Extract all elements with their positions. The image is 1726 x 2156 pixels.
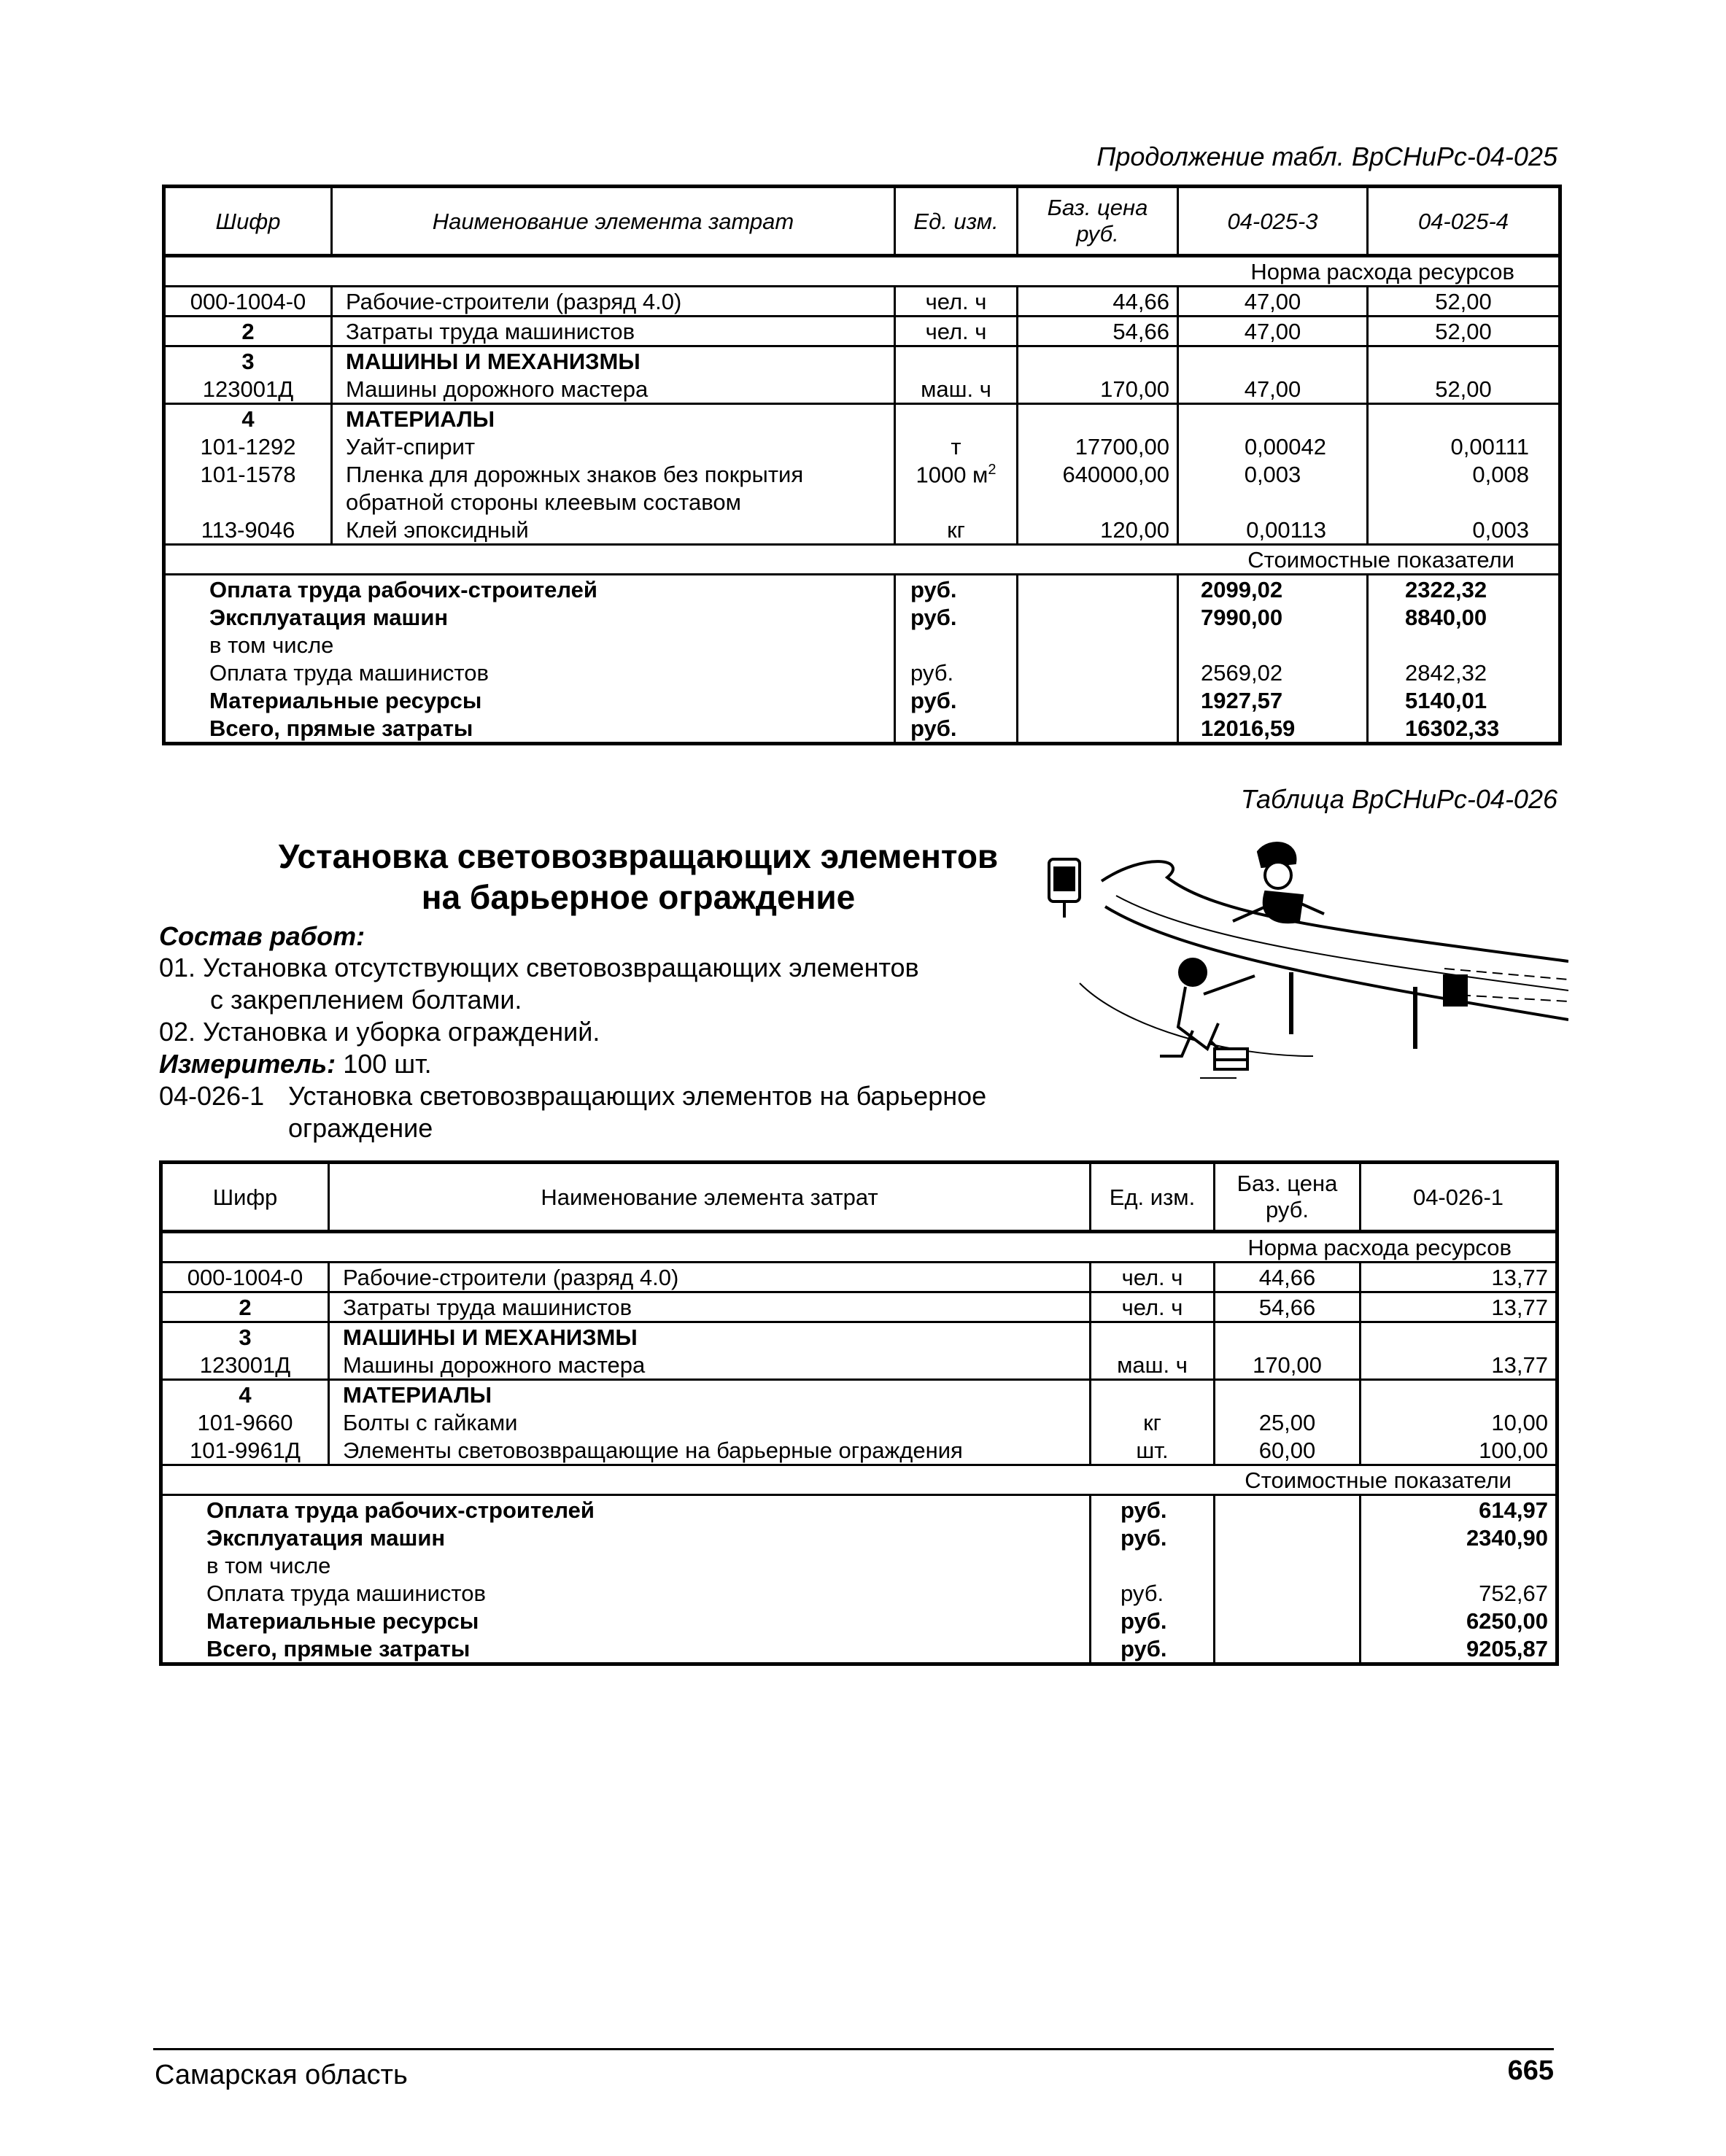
- cost-base: [1018, 686, 1178, 714]
- row-unit: кг: [895, 516, 1018, 545]
- col-header-norm-1: 04-026-1: [1361, 1163, 1557, 1232]
- footer-rule: [153, 2048, 1554, 2050]
- row-code: 113-9046: [164, 516, 332, 545]
- row-norm-1: 10,00: [1361, 1408, 1557, 1436]
- section-title-line-1: Установка световозвращающих элементов: [278, 837, 999, 875]
- cost-unit: руб.: [895, 603, 1018, 631]
- row-base-price: 54,66: [1018, 317, 1178, 346]
- cost-base: [1215, 1551, 1361, 1579]
- row-unit: [895, 488, 1018, 516]
- cost-base: [1018, 575, 1178, 604]
- row-base-price: 17700,00: [1018, 433, 1178, 460]
- row-unit: чел. ч: [895, 317, 1018, 346]
- row-unit: маш. ч: [895, 375, 1018, 404]
- cost-unit: руб.: [1091, 1607, 1215, 1635]
- table-caption: Таблица ВрСНиРс-04-026: [1240, 784, 1557, 814]
- cost-section-row: [164, 545, 1560, 575]
- row-norm-1: 100,00: [1361, 1436, 1557, 1465]
- row-norm-1: [1361, 1380, 1557, 1409]
- cost-label: в том числе: [206, 1552, 331, 1578]
- table-row: [161, 1436, 1557, 1465]
- item-text-line-1: Установка световозвращающих элементов на барьерное: [288, 1081, 987, 1111]
- row-norm-1: 13,77: [1361, 1263, 1557, 1292]
- cost-unit: руб.: [1091, 1524, 1215, 1551]
- col-header-name: Наименование элемента затрат: [332, 187, 895, 256]
- cost-row: [161, 1635, 1557, 1664]
- row-base-price: [1018, 488, 1178, 516]
- row-unit: кг: [1091, 1408, 1215, 1436]
- row-unit: чел. ч: [1091, 1292, 1215, 1322]
- table-row: [161, 1408, 1557, 1436]
- cost-value-1: 7990,00: [1178, 603, 1368, 631]
- table-row: [164, 460, 1560, 488]
- cost-value-1: 2569,02: [1178, 659, 1368, 686]
- meter-line: [159, 1048, 432, 1080]
- row-code: 4: [241, 406, 255, 432]
- row-base-price: [1018, 404, 1178, 433]
- row-code: [164, 488, 332, 516]
- cost-label: Оплата труда рабочих-строителей: [206, 1497, 595, 1523]
- col-header-code: Шифр: [164, 187, 332, 256]
- cost-value-1: [1361, 1551, 1557, 1579]
- cost-row: [164, 686, 1560, 714]
- cost-base: [1018, 631, 1178, 659]
- row-name: Болты с гайками: [329, 1408, 1091, 1436]
- cost-label: Материальные ресурсы: [206, 1608, 479, 1634]
- cost-base: [1018, 603, 1178, 631]
- row-norm-2: 0,003: [1368, 516, 1560, 545]
- row-code: 101-9961Д: [161, 1436, 329, 1465]
- row-name: МАШИНЫ И МЕХАНИЗМЫ: [332, 346, 895, 376]
- row-norm-1: 0,00042: [1178, 433, 1368, 460]
- cost-base: [1215, 1607, 1361, 1635]
- cost-label: Эксплуатация машин: [209, 604, 449, 630]
- col-header-name: Наименование элемента затрат: [329, 1163, 1091, 1232]
- row-code: 000-1004-0: [161, 1263, 329, 1292]
- row-norm-1: [1178, 346, 1368, 376]
- row-norm-2: 0,00111: [1368, 433, 1560, 460]
- cost-value-2: 2322,32: [1368, 575, 1560, 604]
- row-norm-1: 47,00: [1178, 317, 1368, 346]
- row-code: 123001Д: [161, 1351, 329, 1380]
- row-unit: т: [895, 433, 1018, 460]
- cost-label: Оплата труда рабочих-строителей: [209, 576, 597, 602]
- row-name: Пленка для дорожных знаков без покрытия: [332, 460, 895, 488]
- row-base-price: [1018, 346, 1178, 376]
- row-norm-1: 0,003: [1178, 460, 1368, 488]
- cost-value-2: [1368, 631, 1560, 659]
- meter-value: 100 шт.: [336, 1049, 432, 1079]
- row-name: Клей эпоксидный: [332, 516, 895, 545]
- row-unit: чел. ч: [895, 287, 1018, 317]
- row-name: обратной стороны клеевым составом: [332, 488, 895, 516]
- row-base-price: [1215, 1322, 1361, 1352]
- row-code: 123001Д: [164, 375, 332, 404]
- work-item-1: 01. Установка отсутствующих световозвращающих элементов: [159, 953, 919, 982]
- cost-row: [161, 1579, 1557, 1607]
- row-norm-1: [1178, 404, 1368, 433]
- row-norm-1: 13,77: [1361, 1351, 1557, 1380]
- item-text-line-2: ограждение: [288, 1113, 433, 1143]
- cost-value-2: 5140,01: [1368, 686, 1560, 714]
- row-code: 101-9660: [197, 1409, 293, 1435]
- work-item-1-cont: с закреплением болтами.: [210, 985, 522, 1015]
- toolbox-icon: [1200, 1049, 1247, 1078]
- item-code: 04-026-1: [159, 1081, 265, 1111]
- row-base-price: 60,00: [1215, 1436, 1361, 1465]
- resource-table-04-025: [162, 185, 1562, 745]
- cost-row: [164, 714, 1560, 744]
- cost-row: [161, 1524, 1557, 1551]
- cost-base: [1215, 1524, 1361, 1551]
- row-unit: [1091, 1380, 1215, 1409]
- meter-label: Измеритель:: [159, 1049, 336, 1079]
- row-name: Машины дорожного мастера: [332, 375, 895, 404]
- row-base-price: 44,66: [1215, 1263, 1361, 1292]
- norm-section-row: [161, 1232, 1557, 1263]
- work-item-2: 02. Установка и уборка ограждений.: [159, 1017, 600, 1047]
- cost-value-1: 1927,57: [1178, 686, 1368, 714]
- cost-value-1: 2099,02: [1178, 575, 1368, 604]
- cost-base: [1215, 1579, 1361, 1607]
- row-name: Затраты труда машинистов: [332, 317, 895, 346]
- cost-unit: руб.: [895, 686, 1018, 714]
- row-code: 2: [164, 317, 332, 346]
- cost-unit: руб.: [1091, 1579, 1215, 1607]
- col-header-unit: Ед. изм.: [895, 187, 1018, 256]
- col-header-norm-1: 04-025-3: [1178, 187, 1368, 256]
- cost-base: [1018, 714, 1178, 744]
- cost-value-1: 2340,90: [1361, 1524, 1557, 1551]
- unit-text: 1000 м: [916, 462, 988, 488]
- table-row: [161, 1351, 1557, 1380]
- row-norm-2: 52,00: [1368, 317, 1560, 346]
- cost-value-2: 16302,33: [1368, 714, 1560, 744]
- cost-value-1: 6250,00: [1361, 1607, 1557, 1635]
- table-row: [161, 1322, 1557, 1352]
- table-row: [161, 1292, 1557, 1322]
- section-title-line-2: на барьерное ограждение: [421, 878, 856, 916]
- cost-row: [164, 603, 1560, 631]
- row-name: Затраты труда машинистов: [329, 1292, 1091, 1322]
- cost-label: в том числе: [209, 632, 334, 658]
- row-base-price: 44,66: [1018, 287, 1178, 317]
- row-code: 000-1004-0: [164, 287, 332, 317]
- row-name: Рабочие-строители (разряд 4.0): [332, 287, 895, 317]
- table-row: [164, 433, 1560, 460]
- guardrail-bottom-line: [1105, 907, 1568, 1020]
- cost-row: [164, 575, 1560, 604]
- cost-section-label: Стоимостные показатели: [161, 1465, 1557, 1495]
- row-base-price: [1215, 1380, 1361, 1409]
- row-name: Машины дорожного мастера: [329, 1351, 1091, 1380]
- cost-value-2: 8840,00: [1368, 603, 1560, 631]
- row-norm-2: 52,00: [1368, 287, 1560, 317]
- row-norm-1: 13,77: [1361, 1292, 1557, 1322]
- row-base-price: 120,00: [1018, 516, 1178, 545]
- table-row: [161, 1263, 1557, 1292]
- resource-table-04-026: [159, 1160, 1559, 1666]
- row-name: МАШИНЫ И МЕХАНИЗМЫ: [329, 1322, 1091, 1352]
- base-price-currency: руб.: [1265, 1197, 1309, 1222]
- cost-label: Всего, прямые затраты: [206, 1635, 471, 1661]
- cost-row: [164, 631, 1560, 659]
- cost-row: [161, 1495, 1557, 1524]
- section-title: [219, 836, 1058, 918]
- col-header-base-price: [1018, 187, 1178, 256]
- cost-base: [1215, 1635, 1361, 1664]
- row-name: Элементы световозвращающие на барьерные ограждения: [329, 1436, 1091, 1465]
- row-norm-2: 52,00: [1368, 375, 1560, 404]
- row-unit: [895, 404, 1018, 433]
- row-norm-1: 47,00: [1178, 287, 1368, 317]
- row-norm-1: 47,00: [1178, 375, 1368, 404]
- table-continuation-caption: Продолжение табл. ВрСНиРс-04-025: [1096, 141, 1557, 171]
- cost-label: Всего, прямые затраты: [209, 715, 473, 741]
- cost-base: [1215, 1495, 1361, 1524]
- row-name: Рабочие-строители (разряд 4.0): [329, 1263, 1091, 1292]
- footer-region: Самарская область: [155, 2060, 408, 2090]
- row-unit: шт.: [1091, 1436, 1215, 1465]
- unit-superscript: 2: [988, 461, 996, 478]
- work-composition-label: Состав работ:: [159, 921, 365, 951]
- guardrail-top-line: [1102, 861, 1568, 961]
- cost-unit: руб.: [895, 714, 1018, 744]
- cost-label: Оплата труда машинистов: [209, 659, 489, 686]
- norm-section-label: Норма расхода ресурсов: [164, 256, 1560, 287]
- row-code: 4: [239, 1381, 252, 1408]
- cost-row: [164, 659, 1560, 686]
- cost-row: [161, 1551, 1557, 1579]
- cost-label: Материальные ресурсы: [209, 687, 482, 713]
- cost-base: [1018, 659, 1178, 686]
- norm-section-row: [164, 256, 1560, 287]
- base-price-label: Баз. цена: [1047, 195, 1148, 220]
- cost-unit: руб.: [1091, 1495, 1215, 1524]
- col-header-unit: Ед. изм.: [1091, 1163, 1215, 1232]
- cost-section-label: Стоимостные показатели: [164, 545, 1560, 575]
- row-base-price: 25,00: [1215, 1408, 1361, 1436]
- base-price-label: Баз. цена: [1237, 1171, 1338, 1196]
- row-base-price: 170,00: [1018, 375, 1178, 404]
- row-base-price: 170,00: [1215, 1351, 1361, 1380]
- table-row: [164, 287, 1560, 317]
- row-code: 3: [241, 348, 255, 374]
- cost-value-1: 614,97: [1361, 1495, 1557, 1524]
- row-code: 3: [239, 1324, 252, 1350]
- row-unit: [895, 460, 1018, 488]
- cost-value-1: 9205,87: [1361, 1635, 1557, 1664]
- table-header-row: [161, 1163, 1557, 1232]
- table-row: [164, 317, 1560, 346]
- row-unit: чел. ч: [1091, 1263, 1215, 1292]
- row-code: 101-1292: [200, 433, 296, 459]
- table-header-row: [164, 187, 1560, 256]
- row-norm-1: [1178, 488, 1368, 516]
- row-base-price: 640000,00: [1018, 460, 1178, 488]
- table-row: [164, 488, 1560, 516]
- row-code: 2: [161, 1292, 329, 1322]
- cost-unit: [1091, 1551, 1215, 1579]
- table-row: [164, 346, 1560, 376]
- row-norm-2: [1368, 488, 1560, 516]
- table-row: [164, 404, 1560, 433]
- row-unit: [895, 346, 1018, 376]
- row-unit: [1091, 1322, 1215, 1352]
- page-number: 665: [1507, 2055, 1554, 2086]
- base-price-currency: руб.: [1076, 221, 1119, 247]
- row-norm-1: 0,00113: [1178, 516, 1368, 545]
- cost-unit: руб.: [895, 659, 1018, 686]
- table-row: [164, 516, 1560, 545]
- cost-value-1: 752,67: [1361, 1579, 1557, 1607]
- row-name: Уайт-спирит: [332, 433, 895, 460]
- col-header-base-price: [1215, 1163, 1361, 1232]
- row-norm-2: [1368, 346, 1560, 376]
- cost-value-1: 12016,59: [1178, 714, 1368, 744]
- col-header-code: Шифр: [161, 1163, 329, 1232]
- row-name: МАТЕРИАЛЫ: [329, 1380, 1091, 1409]
- road-workers-installing-reflectors-on-barrier-icon: [1036, 837, 1568, 1089]
- cost-value-2: 2842,32: [1368, 659, 1560, 686]
- table-row: [164, 375, 1560, 404]
- cost-unit: руб.: [895, 575, 1018, 604]
- cost-section-row: [161, 1465, 1557, 1495]
- row-norm-2: [1368, 404, 1560, 433]
- row-unit: маш. ч: [1091, 1351, 1215, 1380]
- cost-value-1: [1178, 631, 1368, 659]
- cost-label: Оплата труда машинистов: [206, 1580, 486, 1606]
- row-base-price: 54,66: [1215, 1292, 1361, 1322]
- table-row: [161, 1380, 1557, 1409]
- row-norm-2: 0,008: [1368, 460, 1560, 488]
- col-header-norm-2: 04-025-4: [1368, 187, 1560, 256]
- row-norm-1: [1361, 1322, 1557, 1352]
- cost-unit: [895, 631, 1018, 659]
- cost-label: Эксплуатация машин: [206, 1524, 446, 1551]
- row-name: МАТЕРИАЛЫ: [332, 404, 895, 433]
- cost-row: [161, 1607, 1557, 1635]
- row-code: 101-1578: [200, 461, 296, 487]
- norm-section-label: Норма расхода ресурсов: [161, 1232, 1557, 1263]
- cost-unit: руб.: [1091, 1635, 1215, 1664]
